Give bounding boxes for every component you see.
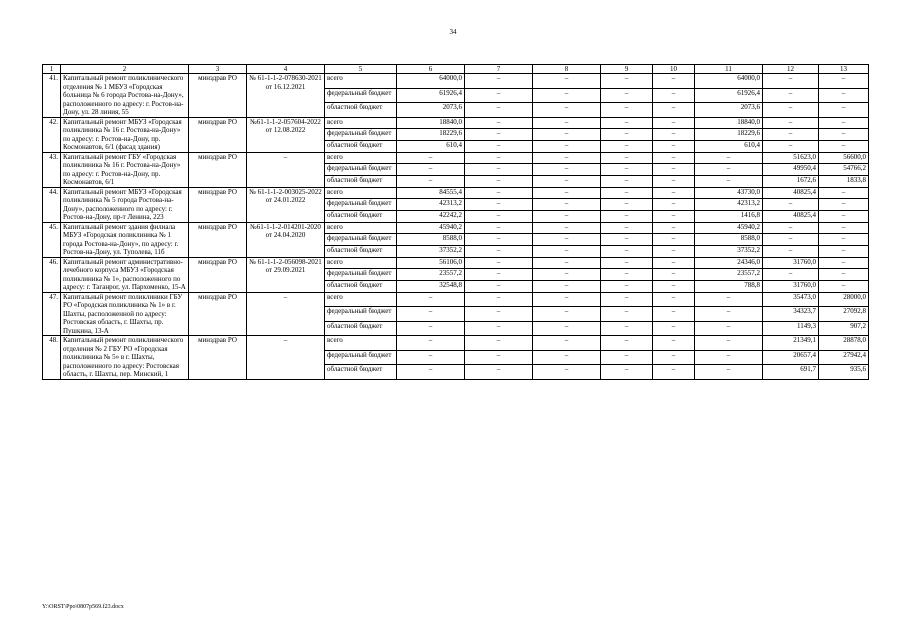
- amount-cell: 2073,6: [695, 103, 763, 118]
- amount-cell: 1672,6: [763, 175, 819, 187]
- amount-cell: –: [601, 365, 653, 380]
- table-row: [43, 222, 869, 234]
- amount-cell: 23557,2: [695, 269, 763, 281]
- amount-cell: 24346,0: [695, 257, 763, 269]
- funding-source: федеральный бюджет: [325, 164, 397, 176]
- amount-cell: –: [819, 222, 869, 234]
- amount-cell: –: [465, 129, 533, 141]
- amount-cell: –: [601, 234, 653, 246]
- amount-cell: –: [465, 292, 533, 307]
- header-cell: 3: [189, 65, 247, 74]
- funding-source: федеральный бюджет: [325, 129, 397, 141]
- amount-cell: –: [653, 321, 695, 336]
- amount-cell: –: [601, 74, 653, 89]
- amount-cell: –: [695, 307, 763, 322]
- header-cell: 9: [601, 65, 653, 74]
- header-row: [43, 65, 869, 74]
- amount-cell: –: [533, 117, 601, 129]
- amount-cell: –: [653, 199, 695, 211]
- amount-cell: –: [763, 269, 819, 281]
- amount-cell: –: [695, 175, 763, 187]
- amount-cell: 1416,8: [695, 210, 763, 222]
- amount-cell: –: [465, 222, 533, 234]
- amount-cell: –: [601, 187, 653, 199]
- amount-cell: –: [819, 269, 869, 281]
- amount-cell: –: [601, 307, 653, 322]
- funding-source: областной бюджет: [325, 210, 397, 222]
- amount-cell: –: [533, 152, 601, 164]
- amount-cell: –: [465, 117, 533, 129]
- funding-source: всего: [325, 336, 397, 351]
- amount-cell: –: [465, 336, 533, 351]
- responsible-org: минздрав РО: [189, 117, 247, 152]
- amount-cell: –: [601, 129, 653, 141]
- amount-cell: 8588,0: [397, 234, 465, 246]
- amount-cell: –: [695, 350, 763, 365]
- amount-cell: 51623,0: [763, 152, 819, 164]
- amount-cell: –: [653, 257, 695, 269]
- amount-cell: 935,6: [819, 365, 869, 380]
- amount-cell: –: [819, 245, 869, 257]
- amount-cell: –: [653, 222, 695, 234]
- amount-cell: –: [533, 307, 601, 322]
- header-cell: 6: [397, 65, 465, 74]
- amount-cell: –: [601, 292, 653, 307]
- amount-cell: –: [601, 117, 653, 129]
- header-cell: 12: [763, 65, 819, 74]
- amount-cell: –: [819, 280, 869, 292]
- header-cell: 8: [533, 65, 601, 74]
- amount-cell: –: [819, 129, 869, 141]
- amount-cell: –: [465, 280, 533, 292]
- amount-cell: –: [653, 175, 695, 187]
- object-name: Капитальный ремонт поликлинического отделения № 1 МБУЗ «Городская больница № 6 города Ростова-на-Дону», расположенного по адресу: г. Ростов-на-Дону, ул. 28 линия, 55: [61, 74, 189, 118]
- expertise-doc: –: [247, 152, 325, 187]
- amount-cell: –: [763, 117, 819, 129]
- amount-cell: –: [653, 103, 695, 118]
- row-number: 44.: [43, 187, 61, 222]
- amount-cell: –: [533, 103, 601, 118]
- amount-cell: 37352,2: [695, 245, 763, 257]
- amount-cell: 18229,6: [695, 129, 763, 141]
- amount-cell: –: [465, 88, 533, 103]
- responsible-org: минздрав РО: [189, 222, 247, 257]
- amount-cell: –: [601, 210, 653, 222]
- amount-cell: –: [465, 152, 533, 164]
- row-number: 47.: [43, 292, 61, 336]
- amount-cell: –: [695, 336, 763, 351]
- object-name: Капитальный ремонт ГБУ «Городская поликлиника № 16 г. Ростова-на-Дону» по адресу: г. Ростов-на-Дону, пр. Космонавтов, 6/1: [61, 152, 189, 187]
- amount-cell: –: [601, 321, 653, 336]
- amount-cell: 31760,0: [763, 280, 819, 292]
- expertise-doc: №61-1-1-2-014201-2020 от 24.04.2020: [247, 222, 325, 257]
- amount-cell: –: [601, 164, 653, 176]
- header-cell: 7: [465, 65, 533, 74]
- amount-cell: –: [465, 269, 533, 281]
- amount-cell: –: [533, 234, 601, 246]
- amount-cell: –: [533, 129, 601, 141]
- amount-cell: –: [819, 140, 869, 152]
- amount-cell: –: [695, 164, 763, 176]
- amount-cell: –: [601, 245, 653, 257]
- amount-cell: –: [533, 257, 601, 269]
- amount-cell: –: [695, 292, 763, 307]
- header-cell: 5: [325, 65, 397, 74]
- funding-source: всего: [325, 117, 397, 129]
- amount-cell: 21349,1: [763, 336, 819, 351]
- amount-cell: 45940,2: [695, 222, 763, 234]
- amount-cell: 43730,0: [695, 187, 763, 199]
- amount-cell: –: [533, 74, 601, 89]
- table-row: [43, 74, 869, 89]
- footer-file-path: Y:\ORST\Ppo\0807p569.f23.docx: [42, 604, 124, 610]
- amount-cell: –: [465, 199, 533, 211]
- amount-cell: –: [465, 245, 533, 257]
- amount-cell: –: [653, 164, 695, 176]
- amount-cell: –: [763, 74, 819, 89]
- amount-cell: –: [819, 187, 869, 199]
- amount-cell: –: [533, 292, 601, 307]
- amount-cell: –: [819, 88, 869, 103]
- funding-source: областной бюджет: [325, 321, 397, 336]
- amount-cell: 18840,0: [397, 117, 465, 129]
- amount-cell: 610,4: [397, 140, 465, 152]
- amount-cell: –: [653, 140, 695, 152]
- amount-cell: –: [763, 103, 819, 118]
- amount-cell: 1833,8: [819, 175, 869, 187]
- funding-source: областной бюджет: [325, 175, 397, 187]
- object-name: Капитальный ремонт административно-лечебного корпуса МБУЗ «Городская поликлиника № 1», расположенного по адресу: г. Таганрог, ул. Пархоменко, 15-А: [61, 257, 189, 292]
- amount-cell: –: [819, 234, 869, 246]
- amount-cell: –: [819, 117, 869, 129]
- header-cell: 2: [61, 65, 189, 74]
- table-row: [43, 336, 869, 351]
- amount-cell: 54766,2: [819, 164, 869, 176]
- amount-cell: –: [465, 210, 533, 222]
- amount-cell: –: [533, 199, 601, 211]
- amount-cell: 45940,2: [397, 222, 465, 234]
- row-number: 48.: [43, 336, 61, 380]
- amount-cell: 23557,2: [397, 269, 465, 281]
- amount-cell: 610,4: [695, 140, 763, 152]
- table-row: [43, 292, 869, 307]
- amount-cell: –: [653, 117, 695, 129]
- amount-cell: –: [601, 103, 653, 118]
- amount-cell: –: [533, 175, 601, 187]
- amount-cell: –: [533, 245, 601, 257]
- amount-cell: –: [465, 307, 533, 322]
- amount-cell: –: [397, 350, 465, 365]
- amount-cell: –: [653, 280, 695, 292]
- amount-cell: –: [601, 222, 653, 234]
- responsible-org: минздрав РО: [189, 292, 247, 336]
- amount-cell: 27092,8: [819, 307, 869, 322]
- header-cell: 1: [43, 65, 61, 74]
- amount-cell: 28000,0: [819, 292, 869, 307]
- amount-cell: –: [601, 280, 653, 292]
- amount-cell: –: [397, 292, 465, 307]
- object-name: Капитальный ремонт поликлиники ГБУ РО «Городская поликлиника № 1» в г. Шахты, расположенной по адресу: Ростовская область, г. Шахты, пр. Пушкина, 13-А: [61, 292, 189, 336]
- amount-cell: –: [533, 321, 601, 336]
- amount-cell: 40825,4: [763, 187, 819, 199]
- amount-cell: –: [653, 307, 695, 322]
- funding-source: областной бюджет: [325, 245, 397, 257]
- amount-cell: –: [465, 187, 533, 199]
- object-name: Капитальный ремонт поликлинического отделения № 2 ГБУ РО «Городская поликлиника № 5» в г. Шахты, расположенного по адресу: Ростовская область, г. Шахты, пер. Минский, 1: [61, 336, 189, 380]
- amount-cell: –: [601, 152, 653, 164]
- funding-source: всего: [325, 74, 397, 89]
- amount-cell: –: [819, 74, 869, 89]
- amount-cell: 28878,0: [819, 336, 869, 351]
- amount-cell: –: [601, 199, 653, 211]
- amount-cell: –: [601, 336, 653, 351]
- amount-cell: 18840,0: [695, 117, 763, 129]
- amount-cell: –: [653, 350, 695, 365]
- amount-cell: –: [653, 187, 695, 199]
- amount-cell: 61926,4: [695, 88, 763, 103]
- header-cell: 11: [695, 65, 763, 74]
- amount-cell: –: [533, 280, 601, 292]
- amount-cell: 40825,4: [763, 210, 819, 222]
- row-number: 42.: [43, 117, 61, 152]
- table-row: [43, 257, 869, 269]
- amount-cell: –: [653, 74, 695, 89]
- amount-cell: –: [819, 103, 869, 118]
- amount-cell: 2073,6: [397, 103, 465, 118]
- funding-source: областной бюджет: [325, 140, 397, 152]
- funding-source: всего: [325, 187, 397, 199]
- expertise-doc: –: [247, 336, 325, 380]
- amount-cell: 32548,8: [397, 280, 465, 292]
- amount-cell: –: [465, 140, 533, 152]
- header-cell: 10: [653, 65, 695, 74]
- funding-source: всего: [325, 292, 397, 307]
- amount-cell: –: [533, 164, 601, 176]
- amount-cell: –: [465, 350, 533, 365]
- amount-cell: –: [653, 234, 695, 246]
- amount-cell: –: [601, 175, 653, 187]
- funding-source: всего: [325, 152, 397, 164]
- header-cell: 4: [247, 65, 325, 74]
- amount-cell: –: [465, 321, 533, 336]
- amount-cell: –: [601, 269, 653, 281]
- amount-cell: –: [653, 365, 695, 380]
- table-row: [43, 152, 869, 164]
- amount-cell: –: [397, 164, 465, 176]
- amount-cell: 8588,0: [695, 234, 763, 246]
- amount-cell: –: [763, 222, 819, 234]
- amount-cell: –: [695, 365, 763, 380]
- table-row: [43, 187, 869, 199]
- amount-cell: –: [695, 152, 763, 164]
- amount-cell: –: [533, 187, 601, 199]
- amount-cell: –: [533, 336, 601, 351]
- object-name: Капитальный ремонт МБУЗ «Городская поликлиника № 16 г. Ростова-на-Дону» по адресу: г. Ростов-на-Дону, пр. Космонавтов, 6/1 (фасад здания): [61, 117, 189, 152]
- amount-cell: –: [763, 245, 819, 257]
- funding-source: всего: [325, 222, 397, 234]
- responsible-org: минздрав РО: [189, 187, 247, 222]
- amount-cell: –: [695, 321, 763, 336]
- amount-cell: –: [601, 88, 653, 103]
- amount-cell: –: [465, 365, 533, 380]
- funding-source: областной бюджет: [325, 280, 397, 292]
- amount-cell: 56106,0: [397, 257, 465, 269]
- responsible-org: минздрав РО: [189, 336, 247, 380]
- amount-cell: –: [601, 350, 653, 365]
- page-number: 34: [449, 28, 457, 36]
- expertise-doc: № 61-1-1-2-003025-2022 от 24.01.2022: [247, 187, 325, 222]
- amount-cell: –: [533, 140, 601, 152]
- amount-cell: –: [763, 140, 819, 152]
- amount-cell: –: [601, 257, 653, 269]
- amount-cell: –: [397, 365, 465, 380]
- funding-source: федеральный бюджет: [325, 269, 397, 281]
- funding-source: федеральный бюджет: [325, 199, 397, 211]
- amount-cell: 64000,0: [397, 74, 465, 89]
- amount-cell: 49950,4: [763, 164, 819, 176]
- amount-cell: –: [397, 336, 465, 351]
- amount-cell: –: [819, 257, 869, 269]
- amount-cell: –: [653, 336, 695, 351]
- amount-cell: 61926,4: [397, 88, 465, 103]
- amount-cell: –: [533, 350, 601, 365]
- responsible-org: минздрав РО: [189, 74, 247, 118]
- row-number: 41.: [43, 74, 61, 118]
- expertise-doc: –: [247, 292, 325, 336]
- amount-cell: –: [653, 269, 695, 281]
- amount-cell: 788,8: [695, 280, 763, 292]
- budget-table: [42, 64, 869, 380]
- funding-source: областной бюджет: [325, 365, 397, 380]
- expertise-doc: №61-1-1-2-057604-2022 от 12.08.2022: [247, 117, 325, 152]
- amount-cell: 907,2: [819, 321, 869, 336]
- amount-cell: 34323,7: [763, 307, 819, 322]
- amount-cell: –: [397, 307, 465, 322]
- responsible-org: минздрав РО: [189, 152, 247, 187]
- funding-source: всего: [325, 257, 397, 269]
- amount-cell: 18229,6: [397, 129, 465, 141]
- amount-cell: –: [763, 129, 819, 141]
- object-name: Капитальный ремонт здания филиала МБУЗ «Городская поликлиника № 1 города Ростова-на-Дону», по адресу: г. Ростов-на-Дону, ул. Туполева, 11б: [61, 222, 189, 257]
- amount-cell: –: [819, 199, 869, 211]
- amount-cell: 37352,2: [397, 245, 465, 257]
- amount-cell: –: [533, 365, 601, 380]
- funding-source: федеральный бюджет: [325, 88, 397, 103]
- funding-source: федеральный бюджет: [325, 234, 397, 246]
- amount-cell: 27942,4: [819, 350, 869, 365]
- amount-cell: 42242,2: [397, 210, 465, 222]
- amount-cell: –: [397, 321, 465, 336]
- amount-cell: –: [653, 210, 695, 222]
- amount-cell: –: [465, 234, 533, 246]
- funding-source: федеральный бюджет: [325, 350, 397, 365]
- amount-cell: 56600,0: [819, 152, 869, 164]
- amount-cell: –: [533, 88, 601, 103]
- amount-cell: –: [397, 152, 465, 164]
- amount-cell: –: [533, 210, 601, 222]
- amount-cell: –: [763, 199, 819, 211]
- amount-cell: –: [465, 103, 533, 118]
- amount-cell: –: [601, 140, 653, 152]
- amount-cell: –: [653, 292, 695, 307]
- amount-cell: –: [653, 88, 695, 103]
- expertise-doc: № 61-1-1-2-056098-2021 от 29.09.2021: [247, 257, 325, 292]
- amount-cell: –: [763, 88, 819, 103]
- amount-cell: –: [653, 245, 695, 257]
- amount-cell: 31760,0: [763, 257, 819, 269]
- row-number: 43.: [43, 152, 61, 187]
- amount-cell: 84555,4: [397, 187, 465, 199]
- table-row: [43, 117, 869, 129]
- amount-cell: –: [763, 234, 819, 246]
- amount-cell: –: [653, 152, 695, 164]
- amount-cell: –: [465, 74, 533, 89]
- funding-source: областной бюджет: [325, 103, 397, 118]
- amount-cell: –: [397, 175, 465, 187]
- amount-cell: 691,7: [763, 365, 819, 380]
- amount-cell: –: [819, 210, 869, 222]
- amount-cell: 35473,0: [763, 292, 819, 307]
- amount-cell: –: [533, 269, 601, 281]
- expertise-doc: № 61-1-1-2-078630-2021 от 16.12.2021: [247, 74, 325, 118]
- amount-cell: 1149,3: [763, 321, 819, 336]
- amount-cell: –: [465, 257, 533, 269]
- amount-cell: –: [465, 175, 533, 187]
- row-number: 46.: [43, 257, 61, 292]
- amount-cell: 20657,4: [763, 350, 819, 365]
- object-name: Капитальный ремонт МБУЗ «Городская поликлиника № 5 города Ростова-на-Дону», расположенного по адресу: г. Ростов-на-Дону, пр-т Ленина, 223: [61, 187, 189, 222]
- amount-cell: 64000,0: [695, 74, 763, 89]
- amount-cell: –: [653, 129, 695, 141]
- amount-cell: 42313,2: [695, 199, 763, 211]
- amount-cell: –: [465, 164, 533, 176]
- amount-cell: –: [533, 222, 601, 234]
- funding-source: федеральный бюджет: [325, 307, 397, 322]
- amount-cell: 42313,2: [397, 199, 465, 211]
- row-number: 45.: [43, 222, 61, 257]
- responsible-org: минздрав РО: [189, 257, 247, 292]
- header-cell: 13: [819, 65, 869, 74]
